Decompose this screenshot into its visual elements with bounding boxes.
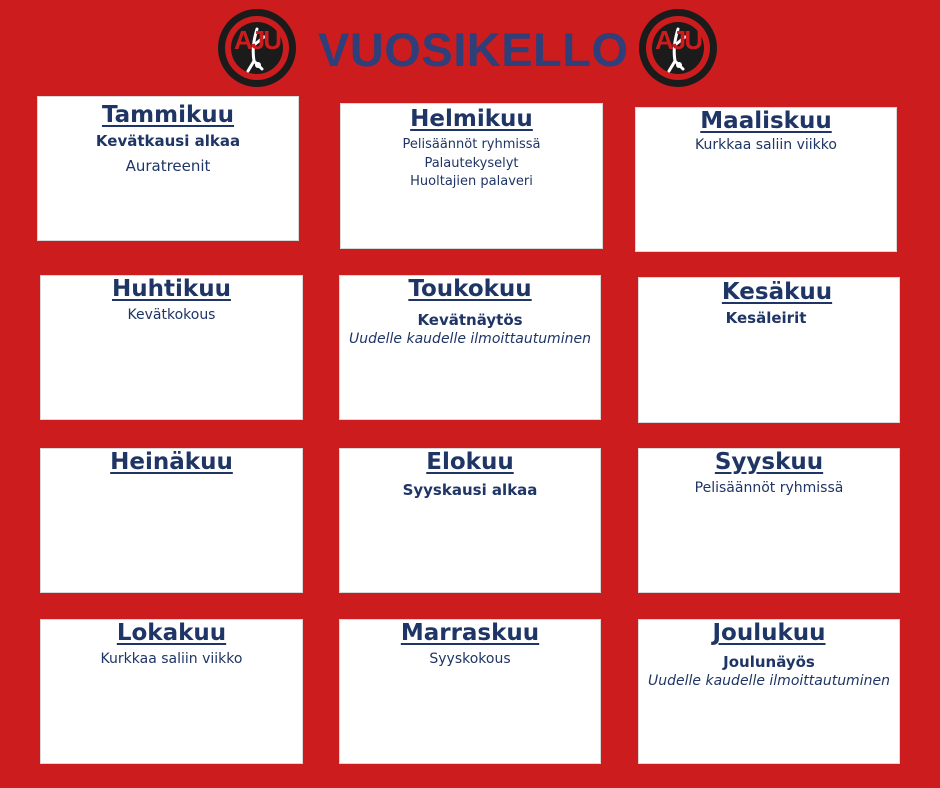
month-card-heinakuu [40,448,303,593]
event-line: Auratreenit [125,157,211,175]
month-title: Heinäkuu [110,449,233,475]
month-card-tammikuu [37,96,299,241]
event-line: Uudelle kaudelle ilmoittautuminen [648,673,890,689]
month-card-helmikuu [340,103,603,249]
month-title: Kesäkuu [721,279,833,305]
month-title: Helmikuu [410,106,533,132]
month-title: Lokakuu [116,620,227,646]
month-title: Tammikuu [101,102,235,128]
event-line: Kevätkausi alkaa [95,132,241,150]
month-title: Toukokuu [408,276,532,302]
month-title: Syyskuu [714,449,824,475]
event-line: Pelisäännöt ryhmissä [402,137,541,152]
month-title: Marraskuu [400,620,540,646]
club-logo-right [639,9,717,87]
month-card-huhtikuu [40,275,303,420]
event-line: Kevätnäytös [417,311,523,329]
month-card-elokuu [339,448,601,593]
event-line: Syyskausi alkaa [402,481,538,499]
event-line: Pelisäännöt ryhmissä [694,480,844,496]
month-card-maaliskuu [635,107,897,252]
month-card-marraskuu [339,619,601,764]
event-line: Palautekyselyt [424,156,519,171]
month-card-lokakuu [40,619,303,764]
month-title: Huhtikuu [112,276,231,302]
event-line: Kurkkaa saliin viikko [695,137,837,153]
event-line: Uudelle kaudelle ilmoittautuminen [349,331,591,347]
month-card-toukokuu [339,275,601,420]
month-title: Elokuu [426,449,514,475]
event-line: Kesäleirit [725,309,807,327]
month-card-syyskuu [638,448,900,593]
club-logo-left [218,9,296,87]
event-line: Syyskokous [429,651,511,667]
logo-monogram: AJU [654,25,701,55]
event-line: Huoltajien palaveri [410,174,533,189]
month-title: Joulukuu [712,620,826,646]
month-title: Maaliskuu [700,108,832,134]
event-line: Kurkkaa saliin viikko [100,651,243,667]
event-line: Kevätkokous [127,307,216,323]
month-card-kesakuu [638,277,900,423]
event-line: Joulunäyös [723,653,815,671]
month-card-joulukuu [638,619,900,764]
logo-monogram: AJU [233,25,280,55]
header [0,0,940,96]
page-title: VUOSIKELLO [318,23,629,76]
